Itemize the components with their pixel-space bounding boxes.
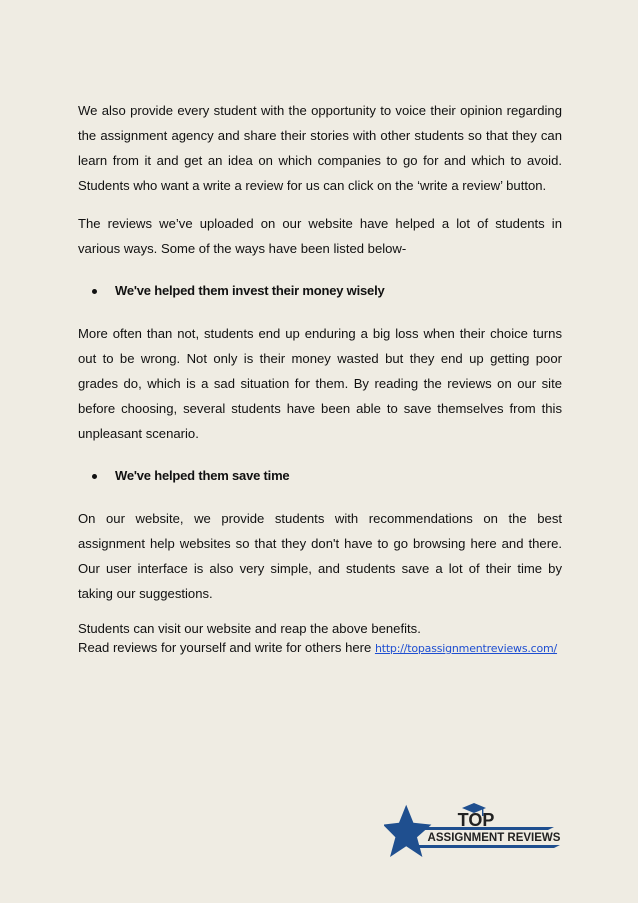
website-link[interactable]: http://topassignmentreviews.com/ bbox=[374, 642, 558, 655]
read-text: Read reviews for yourself and write for others here bbox=[78, 640, 372, 655]
paragraph-read bbox=[78, 638, 562, 658]
bullet-dot-icon bbox=[92, 289, 97, 294]
top-assignment-reviews-logo bbox=[384, 799, 564, 865]
bullet-heading: We've helped them invest their money wisely bbox=[115, 283, 385, 298]
bullet-item-money bbox=[92, 281, 562, 301]
bullet-dot-icon bbox=[92, 474, 97, 479]
document-body bbox=[78, 98, 562, 658]
logo-top-text: TOP bbox=[457, 810, 495, 830]
bullet-heading: We've helped them save time bbox=[115, 468, 290, 483]
bullet-item-time bbox=[92, 466, 562, 486]
paragraph-time: On our website, we provide students with recommendations on the best assignment help websites so that they don't have to go browsing here and there. Our user interface is also very simple, and students save a lot of their time by taking our suggestions. bbox=[78, 511, 562, 601]
paragraph-visit: Students can visit our website and reap the above benefits. bbox=[78, 621, 421, 636]
paragraph-money: More often than not, students end up enduring a big loss when their choice turns out to be wrong. Not only is their money wasted but they end up getting poor grades do, which is a sad situation for them. By reading the reviews on our site before choosing, several students have been able to save themselves from this unpleasant scenario. bbox=[78, 326, 562, 441]
paragraph-intro: We also provide every student with the opportunity to voice their opinion regarding the assignment agency and share their stories with other students so that they can learn from it and get an idea on which companies to go for and which to avoid. Students who want a write a review for us can click on the ‘write a review’ button. bbox=[78, 103, 562, 193]
closing-block bbox=[78, 619, 562, 658]
star-icon bbox=[384, 805, 431, 857]
paragraph-reviews: The reviews we’ve uploaded on our website have helped a lot of students in various ways. Some of the ways have been listed below- bbox=[78, 216, 562, 256]
logo-bottom-text: ASSIGNMENT REVIEWS bbox=[427, 832, 561, 844]
